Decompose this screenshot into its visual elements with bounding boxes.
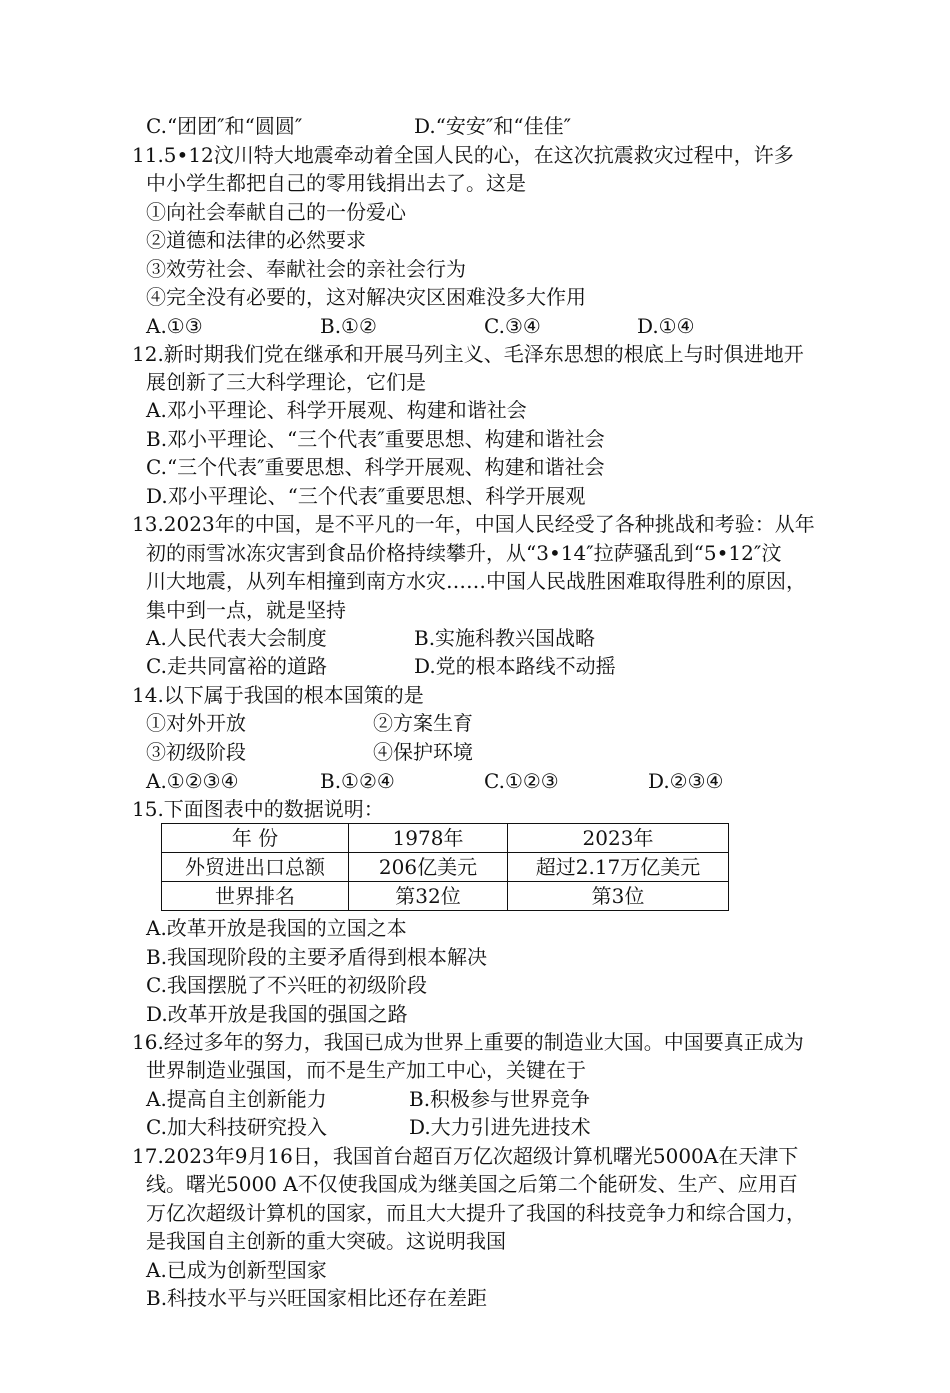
trade-data-table [161, 823, 729, 911]
q14-stem: 14.以下属于我国的根本国策的是 [132, 683, 424, 707]
table-cell: 世界排名 [162, 882, 349, 911]
q14-item-2: ②方案生育 [373, 711, 473, 735]
table-cell: 206亿美元 [349, 853, 508, 882]
q15-option-a: A.改革开放是我国的立国之本 [146, 916, 407, 940]
q17-stem-line-3: 万亿次超级计算机的国家，而且大大提升了我国的科技竞争力和综合国力， [146, 1201, 806, 1225]
q10-option-c: C.“团团″和“圆圆″ [146, 114, 303, 138]
q11-option-d: D.①④ [637, 314, 695, 338]
q14-item-3: ③初级阶段 [146, 740, 246, 764]
q13-option-a: A.人民代表大会制度 [146, 626, 327, 650]
q13-stem-line-4: 集中到一点，就是坚持 [146, 598, 346, 622]
q14-option-a: A.①②③④ [146, 769, 239, 793]
q15-option-d: D.改革开放是我国的强国之路 [146, 1002, 408, 1026]
q14-option-d: D.②③④ [648, 769, 724, 793]
q16-stem-line-2: 世界制造业强国，而不是生产加工中心，关键在于 [146, 1058, 586, 1082]
q16-option-c: C.加大科技研究投入 [146, 1115, 327, 1139]
q11-option-b: B.①② [320, 314, 377, 338]
q11-stem-line-2: 中小学生都把自己的零用钱捐出去了。这是 [146, 171, 526, 195]
q16-option-b: B.积极参与世界竞争 [409, 1087, 591, 1111]
q14-item-4: ④保护环境 [373, 740, 473, 764]
q11-item-2: ②道德和法律的必然要求 [146, 228, 366, 252]
table-cell: 外贸进出口总额 [162, 853, 349, 882]
q13-stem-line-2: 初的雨雪冰冻灾害到食品价格持续攀升，从“3•14″拉萨骚乱到“5•12″汶 [146, 541, 782, 565]
q12-stem-line-2: 展创新了三大科学理论，它们是 [146, 370, 426, 394]
q15-stem: 15.下面图表中的数据说明： [132, 797, 384, 821]
q11-item-1: ①向社会奉献自己的一份爱心 [146, 200, 406, 224]
q12-option-b: B.邓小平理论、“三个代表″重要思想、构建和谐社会 [146, 427, 605, 451]
q12-option-d: D.邓小平理论、“三个代表″重要思想、科学开展观 [146, 484, 586, 508]
table-header-row [162, 824, 729, 853]
q17-option-a: A.已成为创新型国家 [146, 1258, 327, 1282]
q11-option-c: C.③④ [484, 314, 541, 338]
q16-stem-line-1: 16.经过多年的努力，我国已成为世界上重要的制造业大国。中国要真正成为 [132, 1030, 804, 1054]
table-header-cell: 1978年 [349, 824, 508, 853]
q11-stem-line-1: 11.5•12汶川特大地震牵动着全国人民的心，在这次抗震救灾过程中，许多 [132, 143, 794, 167]
q11-item-4: ④完全没有必要的，这对解决灾区困难没多大作用 [146, 285, 586, 309]
q15-option-b: B.我国现阶段的主要矛盾得到根本解决 [146, 945, 488, 969]
q12-stem-line-1: 12.新时期我们党在继承和开展马列主义、毛泽东思想的根底上与时俱进地开 [132, 342, 804, 366]
q14-option-c: C.①②③ [484, 769, 559, 793]
q17-option-b: B.科技水平与兴旺国家相比还存在差距 [146, 1286, 488, 1310]
q17-stem-line-2: 线。曙光5000 A不仅使我国成为继美国之后第二个能研发、生产、应用百 [146, 1172, 798, 1196]
q13-option-d: D.党的根本路线不动摇 [414, 654, 616, 678]
q14-item-1: ①对外开放 [146, 711, 246, 735]
q17-stem-line-4: 是我国自主创新的重大突破。这说明我国 [146, 1229, 506, 1253]
q17-stem-line-1: 17.2023年9月16日，我国首台超百万亿次超级计算机曙光5000A在天津下 [132, 1144, 799, 1168]
q15-option-c: C.我国摆脱了不兴旺的初级阶段 [146, 973, 427, 997]
q13-stem-line-1: 13.2023年的中国，是不平凡的一年，中国人民经受了各种挑战和考验：从年 [132, 512, 815, 536]
q16-option-d: D.大力引进先进技术 [409, 1115, 591, 1139]
table-row [162, 853, 729, 882]
q10-option-d: D.“安安″和“佳佳″ [414, 114, 572, 138]
table-cell: 第32位 [349, 882, 508, 911]
table-header-cell: 2023年 [508, 824, 729, 853]
q13-option-c: C.走共同富裕的道路 [146, 654, 327, 678]
q16-option-a: A.提高自主创新能力 [146, 1087, 327, 1111]
table-cell: 第3位 [508, 882, 729, 911]
q13-stem-line-3: 川大地震，从列车相撞到南方水灾……中国人民战胜困难取得胜利的原因， [146, 569, 806, 593]
q13-option-b: B.实施科教兴国战略 [414, 626, 596, 650]
q11-option-a: A.①③ [146, 314, 203, 338]
table-cell: 超过2.17万亿美元 [508, 853, 729, 882]
q11-item-3: ③效劳社会、奉献社会的亲社会行为 [146, 257, 466, 281]
q12-option-c: C.“三个代表″重要思想、科学开展观、构建和谐社会 [146, 455, 605, 479]
table-header-cell: 年 份 [162, 824, 349, 853]
q12-option-a: A.邓小平理论、科学开展观、构建和谐社会 [146, 398, 527, 422]
q14-option-b: B.①②④ [320, 769, 395, 793]
table-row [162, 882, 729, 911]
